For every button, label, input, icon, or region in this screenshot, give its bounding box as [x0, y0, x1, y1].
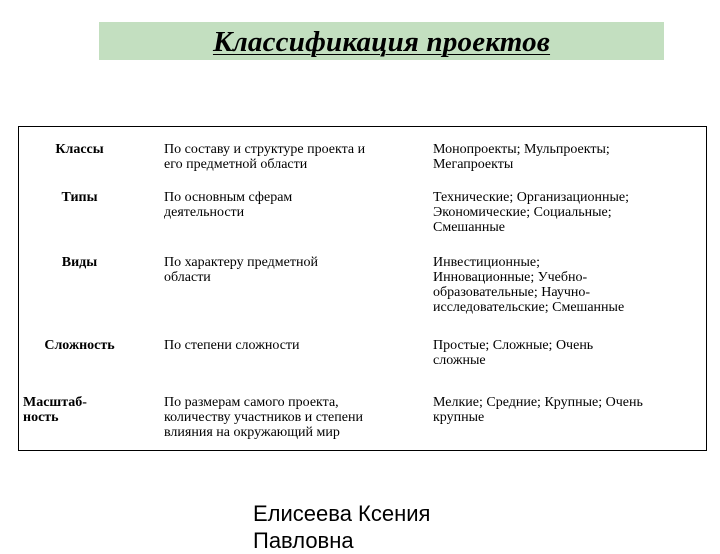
page-title: Классификация проектов: [212, 26, 551, 58]
row-values: Монопроекты; Мульпроекты; Мегапроекты: [433, 142, 610, 172]
row-values: Технические; Организационные; Экономические; Социальные; Смешанные: [433, 190, 630, 235]
row-criterion: По основным сферам деятельности: [164, 190, 293, 220]
row-category: Масштаб- ность: [23, 395, 87, 425]
row-category: Типы: [61, 190, 98, 205]
classification-table: [18, 126, 707, 451]
row-category: Классы: [55, 142, 104, 157]
row-values: Инвестиционные; Инновационные; Учебно- образовательные; Научно- исследовательские; Смешанные: [433, 255, 625, 315]
row-criterion: По характеру предметной области: [164, 255, 318, 285]
row-criterion: По составу и структуре проекта и его предметной области: [164, 142, 366, 172]
row-values: Мелкие; Средние; Крупные; Очень крупные: [433, 395, 643, 425]
row-criterion: По степени сложности: [164, 338, 300, 353]
row-values: Простые; Сложные; Очень сложные: [433, 338, 594, 368]
row-criterion: По размерам самого проекта, количеству участников и степени влияния на окружающий мир: [164, 395, 363, 440]
row-category: Виды: [61, 255, 98, 270]
author-name: Елисеева Ксения Павловна: [253, 501, 431, 553]
row-category: Сложность: [44, 338, 115, 353]
title-banner: [99, 22, 664, 60]
